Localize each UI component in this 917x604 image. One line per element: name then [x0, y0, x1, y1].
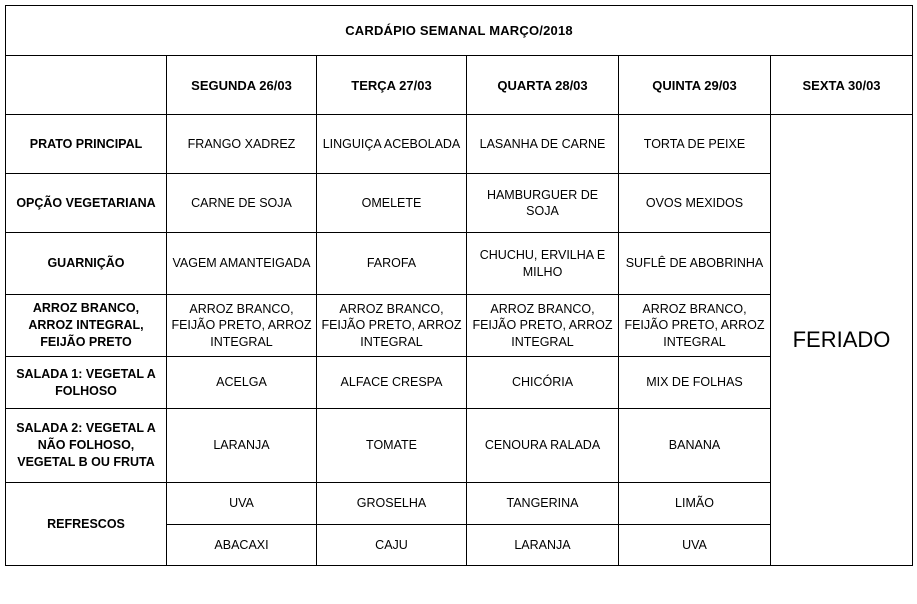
- row-label-refrescos: REFRESCOS: [6, 483, 167, 566]
- cell-arroz-quinta: ARROZ BRANCO, FEIJÃO PRETO, ARROZ INTEGRAL: [619, 295, 771, 357]
- cell-vegetariana-quarta: HAMBURGUER DE SOJA: [467, 174, 619, 233]
- cell-salada2-quinta: BANANA: [619, 409, 771, 483]
- row-label-arroz-feijao: ARROZ BRANCO, ARROZ INTEGRAL, FEIJÃO PRETO: [6, 295, 167, 357]
- cell-salada1-terca: ALFACE CRESPA: [317, 357, 467, 409]
- cell-guarnicao-terca: FAROFA: [317, 233, 467, 295]
- cell-guarnicao-segunda: VAGEM AMANTEIGADA: [167, 233, 317, 295]
- row-label-salada-2: SALADA 2: VEGETAL A NÃO FOLHOSO, VEGETAL B OU FRUTA: [6, 409, 167, 483]
- cell-refresco1-quarta: TANGERINA: [467, 483, 619, 525]
- cell-guarnicao-quinta: SUFLÊ DE ABOBRINHA: [619, 233, 771, 295]
- cell-arroz-quarta: ARROZ BRANCO, FEIJÃO PRETO, ARROZ INTEGRAL: [467, 295, 619, 357]
- cell-salada2-quarta: CENOURA RALADA: [467, 409, 619, 483]
- row-label-opcao-vegetariana: OPÇÃO VEGETARIANA: [6, 174, 167, 233]
- column-header-terca: TERÇA 27/03: [317, 56, 467, 115]
- header-row: [6, 56, 913, 115]
- table-row: [6, 115, 913, 174]
- cell-prato-terca: LINGUIÇA ACEBOLADA: [317, 115, 467, 174]
- column-header-segunda: SEGUNDA 26/03: [167, 56, 317, 115]
- cell-refresco2-quinta: UVA: [619, 525, 771, 566]
- cell-refresco1-terca: GROSELHA: [317, 483, 467, 525]
- cell-salada1-quarta: CHICÓRIA: [467, 357, 619, 409]
- cell-prato-quarta: LASANHA DE CARNE: [467, 115, 619, 174]
- cell-guarnicao-quarta: CHUCHU, ERVILHA E MILHO: [467, 233, 619, 295]
- cell-arroz-segunda: ARROZ BRANCO, FEIJÃO PRETO, ARROZ INTEGRAL: [167, 295, 317, 357]
- cell-vegetariana-quinta: OVOS MEXIDOS: [619, 174, 771, 233]
- cell-vegetariana-segunda: CARNE DE SOJA: [167, 174, 317, 233]
- weekly-menu-table: [5, 5, 913, 566]
- corner-cell: [6, 56, 167, 115]
- cell-prato-quinta: TORTA DE PEIXE: [619, 115, 771, 174]
- cell-prato-segunda: FRANGO XADREZ: [167, 115, 317, 174]
- column-header-quinta: QUINTA 29/03: [619, 56, 771, 115]
- row-label-guarnicao: GUARNIÇÃO: [6, 233, 167, 295]
- cell-refresco2-terca: CAJU: [317, 525, 467, 566]
- cell-refresco1-segunda: UVA: [167, 483, 317, 525]
- title-row: [6, 6, 913, 56]
- row-label-salada-1: SALADA 1: VEGETAL A FOLHOSO: [6, 357, 167, 409]
- cell-salada1-segunda: ACELGA: [167, 357, 317, 409]
- document-title: CARDÁPIO SEMANAL MARÇO/2018: [6, 6, 913, 56]
- cell-salada2-segunda: LARANJA: [167, 409, 317, 483]
- cell-refresco2-segunda: ABACAXI: [167, 525, 317, 566]
- cell-refresco1-quinta: LIMÃO: [619, 483, 771, 525]
- cell-arroz-terca: ARROZ BRANCO, FEIJÃO PRETO, ARROZ INTEGRAL: [317, 295, 467, 357]
- cell-vegetariana-terca: OMELETE: [317, 174, 467, 233]
- row-label-prato-principal: PRATO PRINCIPAL: [6, 115, 167, 174]
- cell-refresco2-quarta: LARANJA: [467, 525, 619, 566]
- column-header-sexta: SEXTA 30/03: [771, 56, 913, 115]
- column-header-quarta: QUARTA 28/03: [467, 56, 619, 115]
- holiday-cell: FERIADO: [771, 115, 913, 566]
- cell-salada2-terca: TOMATE: [317, 409, 467, 483]
- cell-salada1-quinta: MIX DE FOLHAS: [619, 357, 771, 409]
